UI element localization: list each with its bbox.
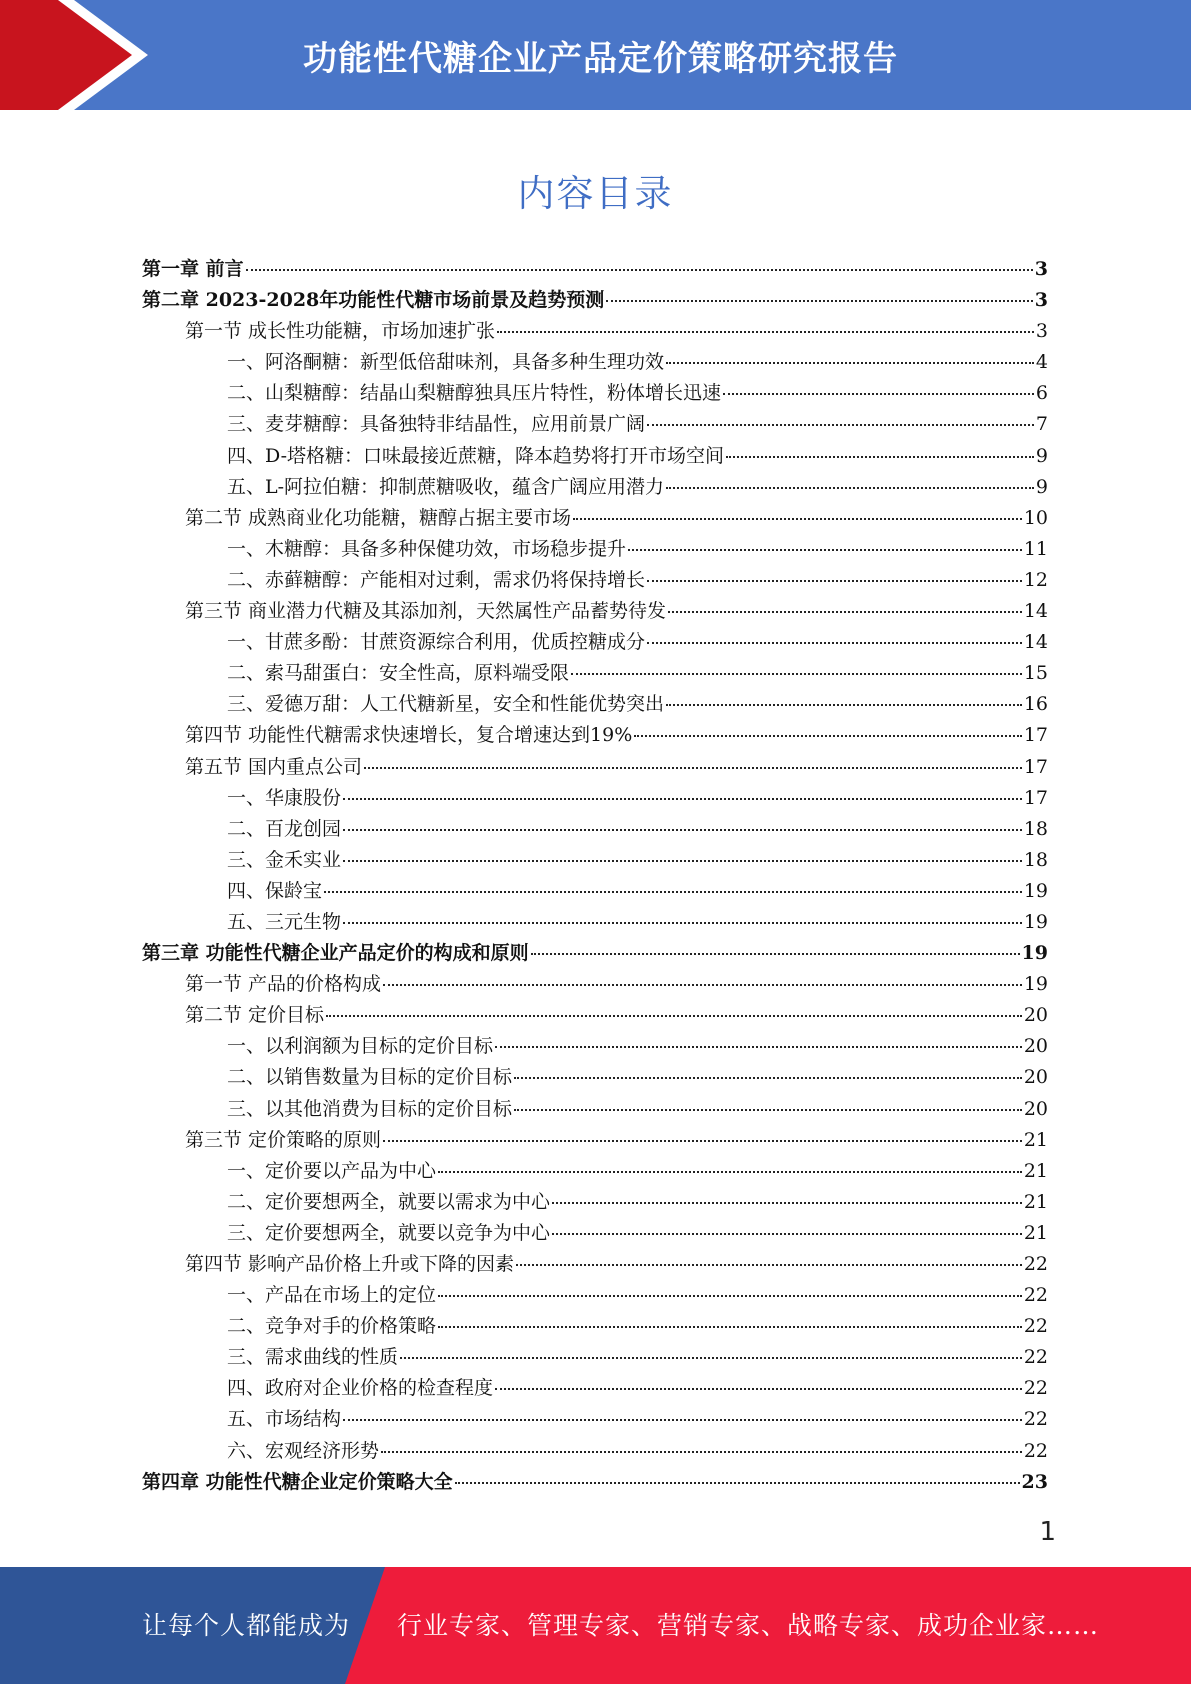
- toc-entry-page: 18: [1023, 817, 1048, 840]
- toc-entry[interactable]: [142, 1373, 1048, 1404]
- toc-entry[interactable]: [142, 596, 1048, 627]
- toc-entry-label: 第一节 产品的价格构成: [185, 973, 382, 996]
- toc-entry-label: 一、阿洛酮糖：新型低倍甜味剂，具备多种生理功效: [227, 351, 665, 374]
- toc-entry[interactable]: [142, 441, 1048, 472]
- toc-entry[interactable]: [142, 1125, 1048, 1156]
- toc-leader-dots: [438, 1171, 1022, 1173]
- toc-leader-dots: [343, 798, 1022, 800]
- toc-entry-label: 第二节 定价目标: [185, 1004, 325, 1027]
- toc-leader-dots: [531, 953, 1020, 955]
- toc-entry-label: 第五节 国内重点公司: [185, 755, 363, 778]
- toc-entry[interactable]: [142, 783, 1048, 814]
- toc-entry-label: 二、定价要想两全，就要以需求为中心: [227, 1190, 551, 1213]
- toc-leader-dots: [647, 642, 1022, 644]
- toc-entry-label: 二、赤藓糖醇：产能相对过剩，需求仍将保持增长: [227, 568, 646, 591]
- toc-leader-dots: [723, 393, 1034, 395]
- toc-entry[interactable]: [142, 1280, 1048, 1311]
- toc-entry[interactable]: [142, 1094, 1048, 1125]
- footer-slogan-right: 行业专家、管理专家、营销专家、战略专家、成功企业家……: [397, 1611, 1100, 1640]
- toc-leader-dots: [634, 735, 1022, 737]
- toc-entry-page: 3: [1035, 320, 1048, 343]
- toc-entry-label: 第三章 功能性代糖企业产品定价的构成和原则: [142, 942, 529, 965]
- toc-entry-page: 16: [1023, 693, 1048, 716]
- toc-leader-dots: [364, 767, 1022, 769]
- toc-entry-page: 11: [1023, 537, 1048, 560]
- toc-entry-label: 第四章 功能性代糖企业定价策略大全: [142, 1470, 453, 1493]
- toc-leader-dots: [514, 1109, 1022, 1111]
- toc-entry-page: 19: [1021, 942, 1048, 965]
- toc-entry-page: 23: [1021, 1470, 1048, 1493]
- toc-entry-label: 二、索马甜蛋白：安全性高，原料端受限: [227, 662, 570, 685]
- toc-entry-page: 21: [1023, 1159, 1048, 1182]
- toc-entry-page: 21: [1023, 1190, 1048, 1213]
- toc-entry[interactable]: [142, 627, 1048, 658]
- toc-entry[interactable]: [142, 1187, 1048, 1218]
- toc-entry-page: 19: [1023, 973, 1048, 996]
- toc-entry[interactable]: [142, 285, 1048, 316]
- toc-leader-dots: [383, 1140, 1022, 1142]
- toc-entry-page: 21: [1023, 1128, 1048, 1151]
- toc-entry-page: 22: [1023, 1284, 1048, 1307]
- toc-entry[interactable]: [142, 938, 1048, 969]
- toc-entry-label: 二、山梨糖醇：结晶山梨糖醇独具压片特性，粉体增长迅速: [227, 382, 722, 405]
- toc-entry-label: 五、L-阿拉伯糖：抑制蔗糖吸收，蕴含广阔应用潜力: [227, 475, 665, 498]
- toc-entry-label: 一、定价要以产品为中心: [227, 1159, 437, 1182]
- toc-entry-page: 20: [1023, 1004, 1048, 1027]
- toc-entry[interactable]: [142, 969, 1048, 1000]
- toc-leader-dots: [573, 518, 1022, 520]
- toc-entry-page: 4: [1035, 351, 1048, 374]
- toc-entry-page: 22: [1023, 1315, 1048, 1338]
- toc-leader-dots: [343, 829, 1022, 831]
- toc-entry-page: 3: [1034, 258, 1048, 280]
- table-of-contents: [142, 254, 1048, 1498]
- toc-entry-page: 22: [1023, 1377, 1048, 1400]
- toc-leader-dots: [343, 1419, 1022, 1421]
- toc-entry[interactable]: [142, 907, 1048, 938]
- toc-entry-label: 第二节 成熟商业化功能糖，糖醇占据主要市场: [185, 506, 572, 529]
- toc-entry-label: 六、宏观经济形势: [227, 1439, 380, 1462]
- toc-entry-label: 四、D-塔格糖：口味最接近蔗糖，降本趋势将打开市场空间: [227, 444, 725, 467]
- toc-leader-dots: [666, 487, 1034, 489]
- toc-entry-page: 7: [1035, 413, 1048, 436]
- toc-entry-label: 三、需求曲线的性质: [227, 1346, 399, 1369]
- toc-entry[interactable]: [142, 1311, 1048, 1342]
- toc-leader-dots: [726, 456, 1034, 458]
- toc-leader-dots: [666, 704, 1022, 706]
- toc-entry-label: 三、以其他消费为目标的定价目标: [227, 1097, 513, 1120]
- footer-banner: [0, 1567, 1191, 1684]
- toc-entry-page: 21: [1023, 1221, 1048, 1244]
- toc-entry-page: 17: [1023, 724, 1048, 747]
- toc-entry[interactable]: [142, 1031, 1048, 1062]
- toc-entry-page: 20: [1023, 1035, 1048, 1058]
- toc-leader-dots: [516, 1264, 1022, 1266]
- toc-entry-page: 17: [1023, 755, 1048, 778]
- toc-entry-page: 19: [1023, 910, 1048, 933]
- toc-entry-page: 19: [1023, 879, 1048, 902]
- toc-entry[interactable]: [142, 658, 1048, 689]
- toc-entry[interactable]: [142, 565, 1048, 596]
- toc-entry-page: 10: [1023, 506, 1048, 529]
- toc-entry[interactable]: [142, 845, 1048, 876]
- toc-entry-label: 三、麦芽糖醇：具备独特非结晶性，应用前景广阔: [227, 413, 646, 436]
- toc-entry[interactable]: [142, 409, 1048, 440]
- toc-entry-label: 第三节 商业潜力代糖及其添加剂，天然属性产品蓄势待发: [185, 600, 667, 623]
- toc-entry[interactable]: [142, 1436, 1048, 1467]
- toc-entry-page: 20: [1023, 1066, 1048, 1089]
- toc-entry-page: 6: [1035, 382, 1048, 405]
- toc-entry[interactable]: [142, 503, 1048, 534]
- toc-entry-label: 第四节 功能性代糖需求快速增长，复合增速达到19%: [185, 724, 633, 747]
- toc-leader-dots: [455, 1482, 1020, 1484]
- toc-entry-label: 一、产品在市场上的定位: [227, 1284, 437, 1307]
- toc-entry[interactable]: [142, 814, 1048, 845]
- toc-leader-dots: [666, 362, 1034, 364]
- toc-entry[interactable]: [142, 1342, 1048, 1373]
- toc-leader-dots: [400, 1357, 1022, 1359]
- toc-entry-page: 15: [1023, 662, 1048, 685]
- footer-slogan-left: 让每个人都能成为: [142, 1611, 351, 1640]
- toc-leader-dots: [628, 549, 1022, 551]
- toc-entry[interactable]: [142, 472, 1048, 503]
- toc-entry[interactable]: [142, 1000, 1048, 1031]
- toc-entry-label: 第一章 前言: [142, 258, 244, 280]
- toc-entry-label: 五、三元生物: [227, 910, 342, 933]
- toc-entry-label: 一、木糖醇：具备多种保健功效，市场稳步提升: [227, 537, 627, 560]
- toc-entry-page: 9: [1035, 475, 1048, 498]
- toc-entry[interactable]: [142, 1218, 1048, 1249]
- toc-leader-dots: [647, 424, 1034, 426]
- toc-leader-dots: [383, 984, 1022, 986]
- toc-entry-page: 14: [1023, 631, 1048, 654]
- toc-entry-page: 3: [1034, 289, 1048, 312]
- toc-leader-dots: [438, 1295, 1022, 1297]
- toc-entry-label: 四、保龄宝: [227, 879, 323, 902]
- toc-entry[interactable]: [142, 347, 1048, 378]
- toc-entry-label: 一、华康股份: [227, 786, 342, 809]
- toc-entry-label: 一、以利润额为目标的定价目标: [227, 1035, 494, 1058]
- toc-entry[interactable]: [142, 254, 1048, 285]
- toc-entry-label: 五、市场结构: [227, 1408, 342, 1431]
- toc-entry-label: 第四节 影响产品价格上升或下降的因素: [185, 1253, 515, 1275]
- toc-leader-dots: [438, 1326, 1022, 1328]
- toc-entry[interactable]: [142, 1404, 1048, 1435]
- toc-entry[interactable]: [142, 1249, 1048, 1280]
- toc-entry[interactable]: [142, 316, 1048, 347]
- toc-leader-dots: [552, 1202, 1022, 1204]
- toc-leader-dots: [343, 860, 1022, 862]
- toc-leader-dots: [647, 580, 1022, 582]
- toc-entry-label: 二、百龙创园: [227, 817, 342, 840]
- toc-leader-dots: [343, 922, 1022, 924]
- toc-entry-page: 14: [1023, 600, 1048, 623]
- toc-entry[interactable]: [142, 720, 1048, 751]
- toc-entry-page: 22: [1023, 1253, 1048, 1275]
- toc-entry-page: 18: [1023, 848, 1048, 871]
- toc-leader-dots: [668, 611, 1022, 613]
- toc-entry-label: 三、爱德万甜：人工代糖新星，安全和性能优势突出: [227, 693, 665, 716]
- toc-leader-dots: [571, 673, 1022, 675]
- toc-leader-dots: [246, 269, 1033, 271]
- toc-entry[interactable]: [142, 1062, 1048, 1093]
- toc-entry[interactable]: [142, 752, 1048, 783]
- toc-entry[interactable]: [142, 378, 1048, 409]
- toc-entry[interactable]: [142, 534, 1048, 565]
- toc-entry-page: 12: [1023, 568, 1048, 591]
- toc-entry-label: 第一节 成长性功能糖，市场加速扩张: [185, 320, 496, 343]
- toc-entry[interactable]: [142, 1156, 1048, 1187]
- toc-entry[interactable]: [142, 876, 1048, 907]
- toc-entry-label: 三、金禾实业: [227, 848, 342, 871]
- toc-entry-page: 22: [1023, 1439, 1048, 1462]
- page-number: 1: [1039, 1517, 1056, 1547]
- toc-entry-label: 二、竞争对手的价格策略: [227, 1315, 437, 1338]
- toc-entry-label: 第三节 定价策略的原则: [185, 1128, 382, 1151]
- toc-leader-dots: [326, 1015, 1022, 1017]
- toc-entry-page: 9: [1035, 444, 1048, 467]
- toc-entry-label: 第二章 2023-2028年功能性代糖市场前景及趋势预测: [142, 289, 605, 312]
- toc-leader-dots: [497, 331, 1034, 333]
- toc-entry-page: 22: [1023, 1408, 1048, 1431]
- toc-leader-dots: [514, 1077, 1022, 1079]
- toc-leader-dots: [606, 300, 1033, 302]
- toc-leader-dots: [324, 891, 1022, 893]
- toc-entry-label: 一、甘蔗多酚：甘蔗资源综合利用，优质控糖成分: [227, 631, 646, 654]
- toc-entry-label: 四、政府对企业价格的检查程度: [227, 1377, 494, 1400]
- toc-entry-label: 三、定价要想两全，就要以竞争为中心: [227, 1221, 551, 1244]
- toc-leader-dots: [381, 1451, 1022, 1453]
- toc-leader-dots: [495, 1388, 1022, 1390]
- toc-entry-page: 22: [1023, 1346, 1048, 1369]
- toc-entry-page: 17: [1023, 786, 1048, 809]
- toc-entry[interactable]: [142, 1467, 1048, 1498]
- toc-entry-page: 20: [1023, 1097, 1048, 1120]
- toc-entry[interactable]: [142, 689, 1048, 720]
- report-title: 功能性代糖企业产品定价策略研究报告: [303, 38, 898, 79]
- toc-entry-label: 二、以销售数量为目标的定价目标: [227, 1066, 513, 1089]
- toc-leader-dots: [552, 1233, 1022, 1235]
- header-banner: [0, 0, 1191, 110]
- toc-leader-dots: [495, 1046, 1022, 1048]
- toc-heading: 内容目录: [517, 172, 674, 215]
